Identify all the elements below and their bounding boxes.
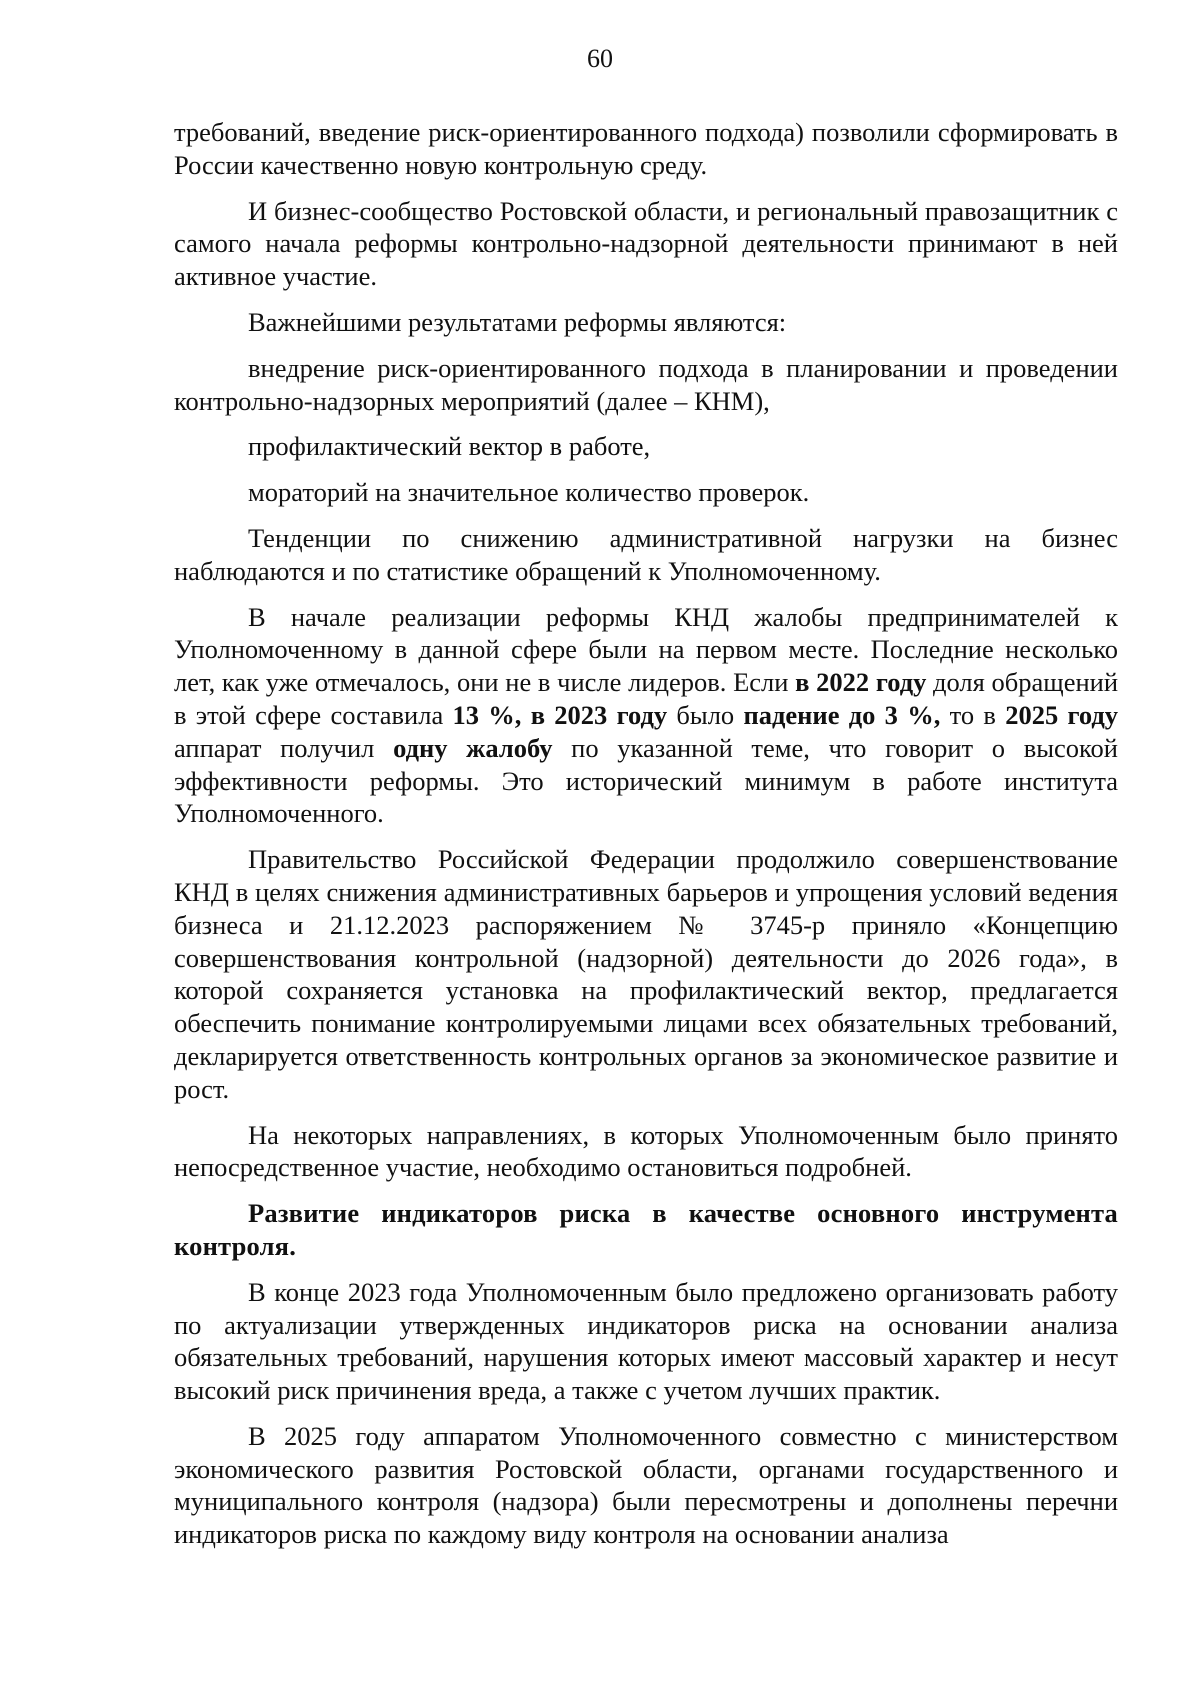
complaints-text-6: по указанной теме, что говорит о высокой эффективности реформы. Это исторический минимум в работе института Уполномоченного. xyxy=(174,732,1118,829)
document-body xyxy=(174,116,1118,1564)
paragraph-result-risk-approach: внедрение риск-ориентированного подхода в планировании и проведении контрольно-надзорных мероприятий (далее – КНМ), xyxy=(174,352,1118,416)
complaints-text-5: аппарат получил xyxy=(174,732,394,763)
complaints-bold-drop: падение до 3 %, xyxy=(743,699,941,730)
complaints-bold-one-complaint: одну жалобу xyxy=(393,732,553,763)
complaints-text-1: В начале реализации реформы КНД жалобы предпринимателей к Уполномоченному в данной сфере были на первом месте. Последние несколько лет, как уже отмечалось, они не в числе лидеров. Если xyxy=(174,601,1118,698)
complaints-bold-2025: 2025 году xyxy=(1005,699,1119,730)
page-number: 60 xyxy=(587,44,613,73)
paragraph-risk-indicators-2025: В 2025 году аппаратом Уполномоченного совместно с министерством экономического развития Ростовской области, органами государственного и муниципального контроля (надзора) были пересмотрены и дополнены перечни индикаторов риска по каждому виду контроля на основании анализа xyxy=(174,1420,1118,1550)
complaints-text-3: было xyxy=(667,699,744,730)
paragraph-government-concept: Правительство Российской Федерации продолжило совершенствование КНД в целях снижения административных барьеров и упрощения условий ведения бизнеса и 21.12.2023 распоряжением № 3745-р приняло «Концепцию совершенствования контрольной (надзорной) деятельности до 2026 года», в которой сохраняется установка на профилактический вектор, предлагается обеспечить понимание контролируемыми лицами всех обязательных требований, декларируется ответственность контрольных органов за экономическое развитие и рост. xyxy=(174,844,1118,1104)
paragraph-continuation: требований, введение риск-ориентированного подхода) позволили сформировать в России качественно новую контрольную среду. xyxy=(174,117,1118,180)
paragraph-result-prevention: профилактический вектор в работе, xyxy=(248,431,651,462)
paragraph-trends: Тенденции по снижению административной нагрузки на бизнес наблюдаются и по статистике обращений к Уполномоченному. xyxy=(174,522,1118,586)
complaints-text-2: доля обращений в этой сфере составила xyxy=(174,667,1119,730)
paragraph-results-intro: Важнейшими результатами реформы являются: xyxy=(248,306,787,337)
complaints-bold-2023: 13 %, в 2023 году xyxy=(452,699,668,730)
paragraph-result-moratorium: мораторий на значительное количество проверок. xyxy=(248,477,810,508)
section-heading: Развитие индикаторов риска в качестве основного инструмента контроля. xyxy=(174,1198,1118,1261)
complaints-text-4: то в xyxy=(940,699,1006,730)
paragraph-complaints-statistics xyxy=(174,601,1118,831)
paragraph-directions: На некоторых направлениях, в которых Уполномоченным было принято непосредственное участие, необходимо остановиться подробней. xyxy=(174,1119,1118,1183)
paragraph-risk-indicators-2023: В конце 2023 года Уполномоченным было предложено организовать работу по актуализации утвержденных индикаторов риска на основании анализа обязательных требований, нарушения которых имеют массовый характер и несут высокий риск причинения вреда, а также с учетом лучших практик. xyxy=(174,1276,1118,1406)
paragraph-participation: И бизнес-сообщество Ростовской области, и региональный правозащитник с самого начала реформы контрольно-надзорной деятельности принимают в ней активное участие. xyxy=(174,195,1118,292)
complaints-bold-2022: в 2022 году xyxy=(795,667,927,698)
